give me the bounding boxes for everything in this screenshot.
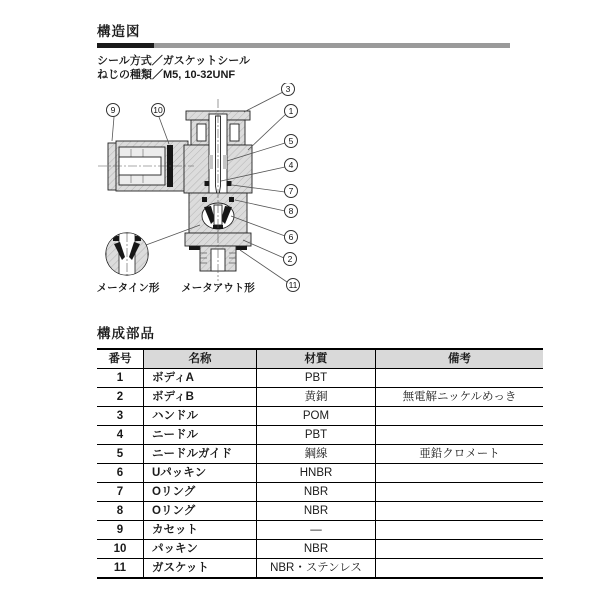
table-cell: 亜鉛クロメート [376,445,544,464]
table-row [97,388,543,407]
table-cell: Oリング [144,502,257,521]
header-row [97,349,543,369]
table-cell: パッキン [144,540,257,559]
table-row [97,426,543,445]
table-cell: — [257,521,376,540]
table-cell: Uパッキン [144,464,257,483]
table-row [97,521,543,540]
table-cell: 9 [116,524,124,536]
table-cell [376,369,544,388]
table-cell: 7 [116,486,124,498]
parts-title: 構成部品 [97,326,155,341]
header-material: 材質 [257,349,376,369]
needle-guide [209,155,213,169]
callout-3 [282,83,295,96]
spec-lines [97,55,510,82]
parts-table-body [97,369,543,579]
table-row [97,445,543,464]
table-cell: ボディB [144,388,257,407]
callout-2 [284,253,297,266]
table-cell: 1 [116,372,124,384]
callout-9 [107,104,120,117]
callout-8 [285,205,298,218]
table-row [97,483,543,502]
table-cell: カセット [144,521,257,540]
callout-6 [285,231,298,244]
table-cell [376,464,544,483]
table-row [97,407,543,426]
table-cell: ボディA [144,369,257,388]
callout-10 [152,104,165,117]
parts-table-header [97,349,543,369]
table-cell: ガスケット [144,559,257,579]
svg-text:8: 8 [288,206,294,216]
table-cell: Oリング [144,483,257,502]
seal-method-line: シール方式／ガスケットシール [97,55,251,67]
table-cell: ハンドル [144,407,257,426]
table-cell: NBR [257,502,376,521]
table-cell: PBT [257,426,376,445]
svg-text:3: 3 [285,84,291,94]
table-cell [376,502,544,521]
table-cell: NBR [257,540,376,559]
table-row [97,502,543,521]
structure-section [97,20,510,82]
table-row [97,540,543,559]
table-cell: 8 [116,505,124,517]
table-cell: 6 [116,467,124,479]
table-row [97,559,543,579]
callout-5 [285,135,298,148]
table-row [97,464,543,483]
table-cell: NBR [257,483,376,502]
table-cell: 2 [116,391,124,403]
svg-text:4: 4 [288,160,294,170]
needle [216,116,221,201]
table-cell: 5 [116,448,124,460]
table-cell: 11 [113,562,127,574]
table-cell [376,426,544,445]
svg-text:11: 11 [288,280,298,290]
structure-title: 構造図 [97,24,141,39]
table-cell: 10 [113,543,127,555]
table-cell [376,483,544,502]
svg-text:1: 1 [288,106,294,116]
parts-table [97,348,543,579]
table-cell: PBT [257,369,376,388]
o-ring-8 [202,197,207,202]
table-cell: 3 [116,410,124,422]
parts-section [97,322,517,579]
table-cell: ニードルガイド [144,445,257,464]
thread-type-line: ねじの種類／M5, 10-32UNF [97,68,236,81]
table-cell [376,559,544,579]
underline-black-segment [97,43,154,48]
svg-text:7: 7 [288,186,294,196]
svg-text:9: 9 [110,105,116,115]
table-cell: HNBR [257,464,376,483]
svg-text:5: 5 [288,136,294,146]
callout-1 [285,105,298,118]
table-cell: 鋼線 [257,445,376,464]
header-number: 番号 [97,349,144,369]
meter-out-label: メータアウト形 [181,282,255,294]
table-cell [376,540,544,559]
table-row [97,369,543,388]
cross-section-diagram [90,83,325,301]
underline-gray-segment [154,43,510,48]
table-cell: POM [257,407,376,426]
meter-in-detail-circle [106,225,200,275]
table-cell: 4 [116,429,124,441]
svg-text:10: 10 [153,105,163,115]
table-cell: 黄銅 [257,388,376,407]
table-cell: 無電解ニッケルめっき [376,388,544,407]
header-name: 名称 [144,349,257,369]
svg-text:2: 2 [287,254,293,264]
title-underline [97,43,510,48]
header-remarks: 備考 [376,349,544,369]
table-cell: ニードル [144,426,257,445]
callout-4 [285,159,298,172]
o-ring-7 [205,181,210,186]
callout-11 [287,279,300,292]
svg-text:6: 6 [288,232,294,242]
table-cell: NBR・ステンレス [257,559,376,579]
table-cell [376,407,544,426]
callout-7 [285,185,298,198]
table-cell [376,521,544,540]
meter-in-label: メータイン形 [96,282,160,294]
